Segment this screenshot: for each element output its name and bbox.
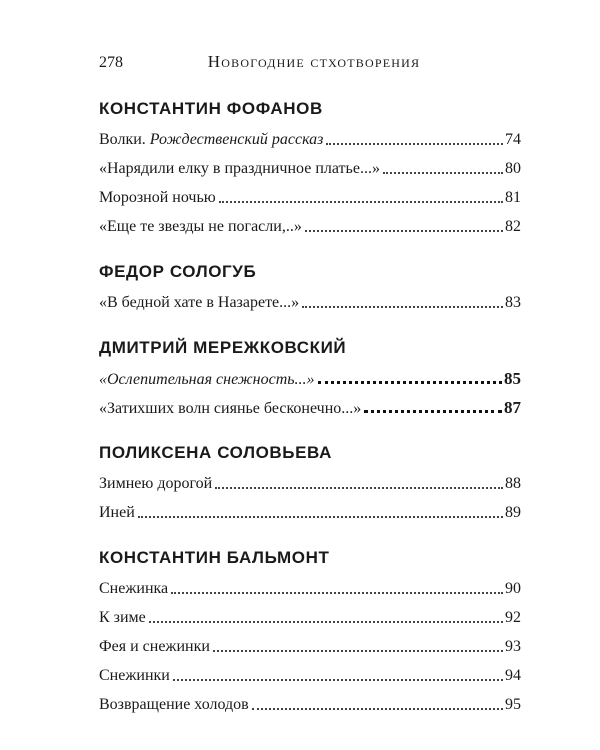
entry-title: Иней xyxy=(99,504,135,521)
toc-entry xyxy=(99,125,521,154)
toc-entry xyxy=(99,154,521,183)
entry-title: «В бедной хате в Назарете...» xyxy=(99,294,300,311)
entry-page: 80 xyxy=(505,160,521,177)
entry-page: 93 xyxy=(505,638,521,655)
toc-section-fofanov xyxy=(99,93,521,241)
author-heading: КОНСТАНТИН ФОФАНОВ xyxy=(99,99,323,118)
dot-leader xyxy=(318,380,502,384)
dot-leader xyxy=(171,591,503,594)
page-number: 278 xyxy=(99,54,123,71)
dot-leader xyxy=(219,200,503,203)
dot-leader xyxy=(364,409,502,413)
entry-title: Снежинка xyxy=(99,580,169,597)
entry-page: 87 xyxy=(504,398,521,417)
author-heading: КОНСТАНТИН БАЛЬМОНТ xyxy=(99,548,330,567)
dot-leader xyxy=(149,620,503,623)
toc-entry xyxy=(99,690,521,719)
entry-title: «Ослепительная снежность...» xyxy=(99,371,315,388)
toc-entry xyxy=(99,661,521,690)
toc-entry xyxy=(99,574,521,603)
entry-page: 89 xyxy=(505,504,521,521)
toc-entry xyxy=(99,603,521,632)
dot-leader xyxy=(215,486,503,489)
entry-title: Зимнею дорогой xyxy=(99,475,213,492)
dot-leader xyxy=(383,171,503,174)
toc-entry xyxy=(99,212,521,241)
entry-page: 81 xyxy=(505,189,521,206)
entry-page: 90 xyxy=(505,580,521,597)
dot-leader xyxy=(138,515,503,518)
entry-page: 85 xyxy=(504,369,521,388)
entry-subtitle: Рождественский рассказ xyxy=(149,131,324,148)
toc-section-balmont xyxy=(99,542,521,719)
author-heading: ФЕДОР СОЛОГУБ xyxy=(99,262,257,281)
entry-title: «Еще те звезды не погасли,..» xyxy=(99,218,302,235)
dot-leader xyxy=(302,305,503,308)
entry-title: Снежинки xyxy=(99,667,170,684)
author-heading: ПОЛИКСЕНА СОЛОВЬЕВА xyxy=(99,443,332,462)
dot-leader xyxy=(305,229,503,232)
toc-entry xyxy=(99,288,521,317)
entry-page: 88 xyxy=(505,475,521,492)
entry-page: 95 xyxy=(505,696,521,713)
entry-page: 74 xyxy=(505,131,521,148)
entry-title: К зиме xyxy=(99,609,146,626)
entry-page: 83 xyxy=(505,294,521,311)
dot-leader xyxy=(173,678,503,681)
entry-page: 82 xyxy=(505,218,521,235)
toc-section-merezhkovsky xyxy=(99,332,521,422)
entry-page: 92 xyxy=(505,609,521,626)
entry-title: «Затихших волн сиянье бесконечно...» xyxy=(99,400,362,417)
dot-leader xyxy=(326,142,503,145)
entry-title: Морозной ночью xyxy=(99,189,216,206)
entry-title: «Нарядили елку в праздничное платье...» xyxy=(99,160,380,177)
table-of-contents xyxy=(99,93,521,734)
book-title: Новогодние стхотворения xyxy=(207,52,421,71)
toc-section-sologub xyxy=(99,256,521,317)
dot-leader xyxy=(252,707,503,710)
toc-entry xyxy=(99,393,521,422)
running-head xyxy=(99,52,519,72)
entry-title: Возвращение холодов xyxy=(99,696,249,713)
toc-entry xyxy=(99,498,521,527)
entry-title: Фея и снежинки xyxy=(99,638,210,655)
toc-entry xyxy=(99,183,521,212)
toc-entry xyxy=(99,469,521,498)
dot-leader xyxy=(213,649,503,652)
toc-section-solovyova xyxy=(99,437,521,527)
entry-page: 94 xyxy=(505,667,521,684)
entry-title: Волки. xyxy=(99,131,146,148)
toc-entry xyxy=(99,364,521,393)
toc-entry xyxy=(99,632,521,661)
author-heading: ДМИТРИЙ МЕРЕЖКОВСКИЙ xyxy=(99,338,347,357)
